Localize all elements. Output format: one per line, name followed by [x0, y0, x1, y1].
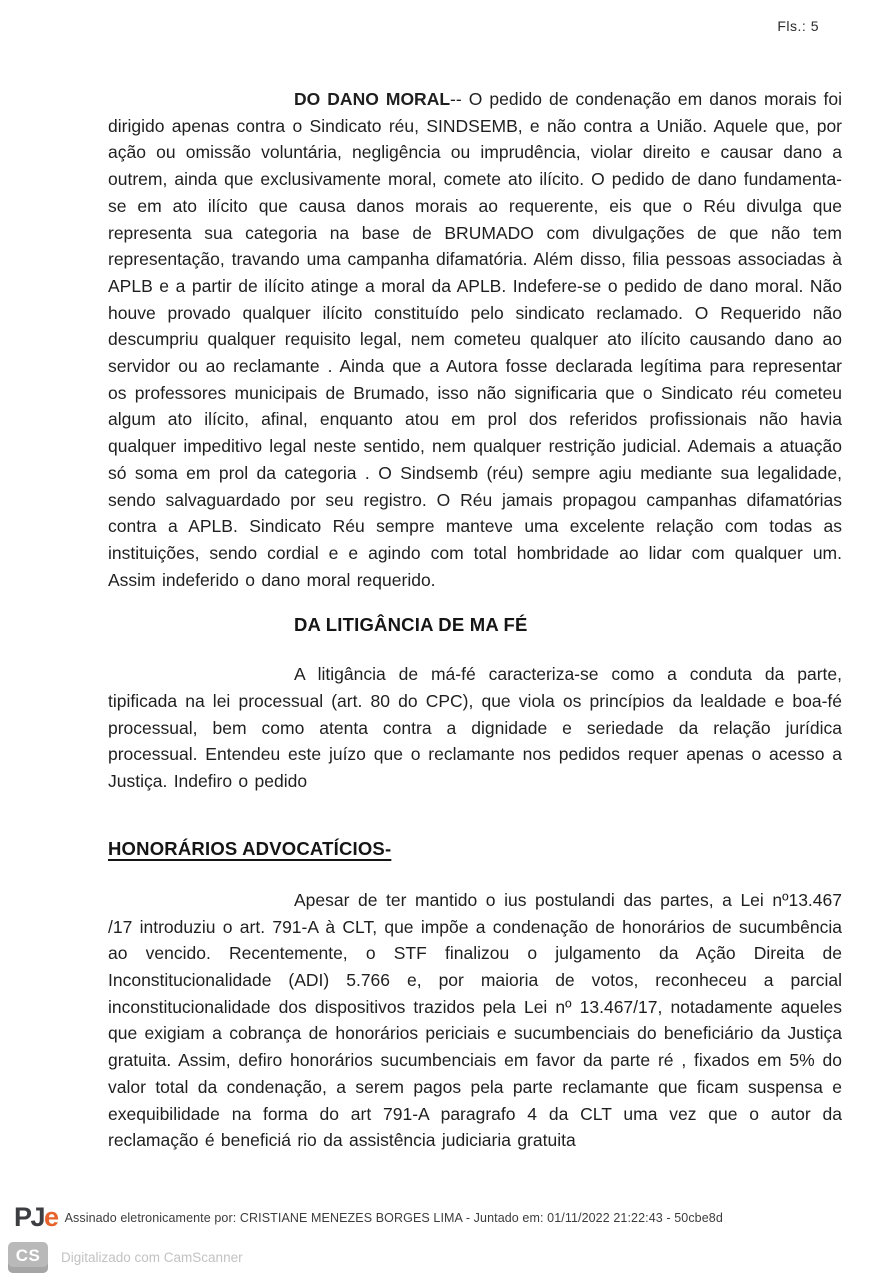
inline-heading-dano-moral: DO DANO MORAL	[294, 89, 451, 109]
camscanner-label: Digitalizado com CamScanner	[61, 1250, 243, 1265]
heading-litigancia-ma-fe: DA LITIGÂNCIA DE MA FÉ	[294, 614, 528, 636]
paragraph-honorarios: Apesar de ter mantido o ius postulandi das partes, a Lei nº13.467 /17 introduziu o art. 791-A à CLT, que impõe a condenação de honorários de sucumbência ao vencido. Recentemente, o STF finalizou o julgamento da Ação Direita de Inconstitucionalidade (ADI) 5.766 e, por maioria de votos, reconheceu a parcial inconstitucionalidade dos dispositivos trazidos pela Lei nº 13.467/17, notadamente aqueles que exigiam a cobrança de honorários periciais e sucumbenciais do beneficiário da Justiça gratuita. Assim, defiro honorários sucumbenciais em favor da parte ré , fixados em 5% do valor total da condenação, a serem pagos pela parte reclamante que ficam suspensa e exequibilidade na forma do art 791-A paragrafo 4 da CLT uma vez que o autor da reclamação é beneficiá rio da assistência judiciaria gratuita	[108, 889, 842, 1151]
camscanner-icon	[8, 1242, 48, 1273]
folio-number: Fls.: 5	[777, 18, 819, 34]
camscanner-icon-letters: CS	[15, 1245, 41, 1265]
camscanner-watermark	[8, 1242, 243, 1273]
pje-logo-accent-part: e	[44, 1202, 58, 1232]
pje-logo-icon	[14, 1204, 58, 1231]
pje-logo-dark-part: PJ	[14, 1202, 45, 1232]
paragraph-litigancia: A litigância de má-fé caracteriza-se como a conduta da parte, tipificada na lei processual (art. 80 do CPC), que viola os princípios da lealdade e boa-fé processual, bem como atenta contra a dignidade e seriedade da relação jurídica processual. Entendeu este juízo que o reclamante nos pedidos requer apenas o acesso a Justiça. Indefiro o pedido	[108, 664, 842, 792]
document-body	[108, 86, 842, 1154]
paragraph-dano-moral-text: -- O pedido de condenação em danos morais foi dirigido apenas contra o Sindicato réu, SINDSEMB, e não contra a União. Aquele que, por ação ou omissão voluntária, negligência ou imprudência, violar direito e causar dano a outrem, ainda que exclusivamente moral, comete ato ilícito. O pedido de dano fundamenta-se em ato ilícito que causa danos morais ao requerente, eis que o Réu divulga que representa sua categoria na base de BRUMADO com divulgações de que não tem representação, travando uma campanha difamatória. Além disso, filia pessoas associadas à APLB e a partir de ilícito atinge a moral da APLB. Indefere-se o pedido de dano moral. Não houve provado qualquer ilícito constituído pelo sindicato reclamado. O Requerido não descumpriu qualquer requisito legal, nem cometeu qualquer ato ilícito causando dano ao servidor ou ao reclamante . Ainda que a Autora fosse declarada legítima para representar os professores municipais de Brumado, isso não significaria que o Sindicato réu cometeu algum ato ilícito, afinal, enquanto atou em prol dos referidos profissionais não havia qualquer impeditivo legal neste sentido, nem qualquer restrição judicial. Ademais a atuação só soma em prol da categoria . O Sindsemb (réu) sempre agiu mediante sua legalidade, sendo salvaguardado por seu registro. O Réu jamais propagou campanhas difamatórias contra a APLB. Sindicato Réu sempre manteve uma excelente relação com todas as instituições, sendo cordial e e agindo com total hombridade ao lidar com qualquer um. Assim indeferido o dano moral requerido.	[108, 89, 843, 590]
heading-honorarios-advocaticios: HONORÁRIOS ADVOCATÍCIOS-	[108, 837, 392, 859]
paragraph-dano-moral	[108, 86, 842, 593]
signature-footer	[14, 1204, 723, 1231]
electronic-signature-text: Assinado eletronicamente por: CRISTIANE MENEZES BORGES LIMA - Juntado em: 01/11/2022 21:22:43 - 50cbe8d	[64, 1210, 723, 1225]
